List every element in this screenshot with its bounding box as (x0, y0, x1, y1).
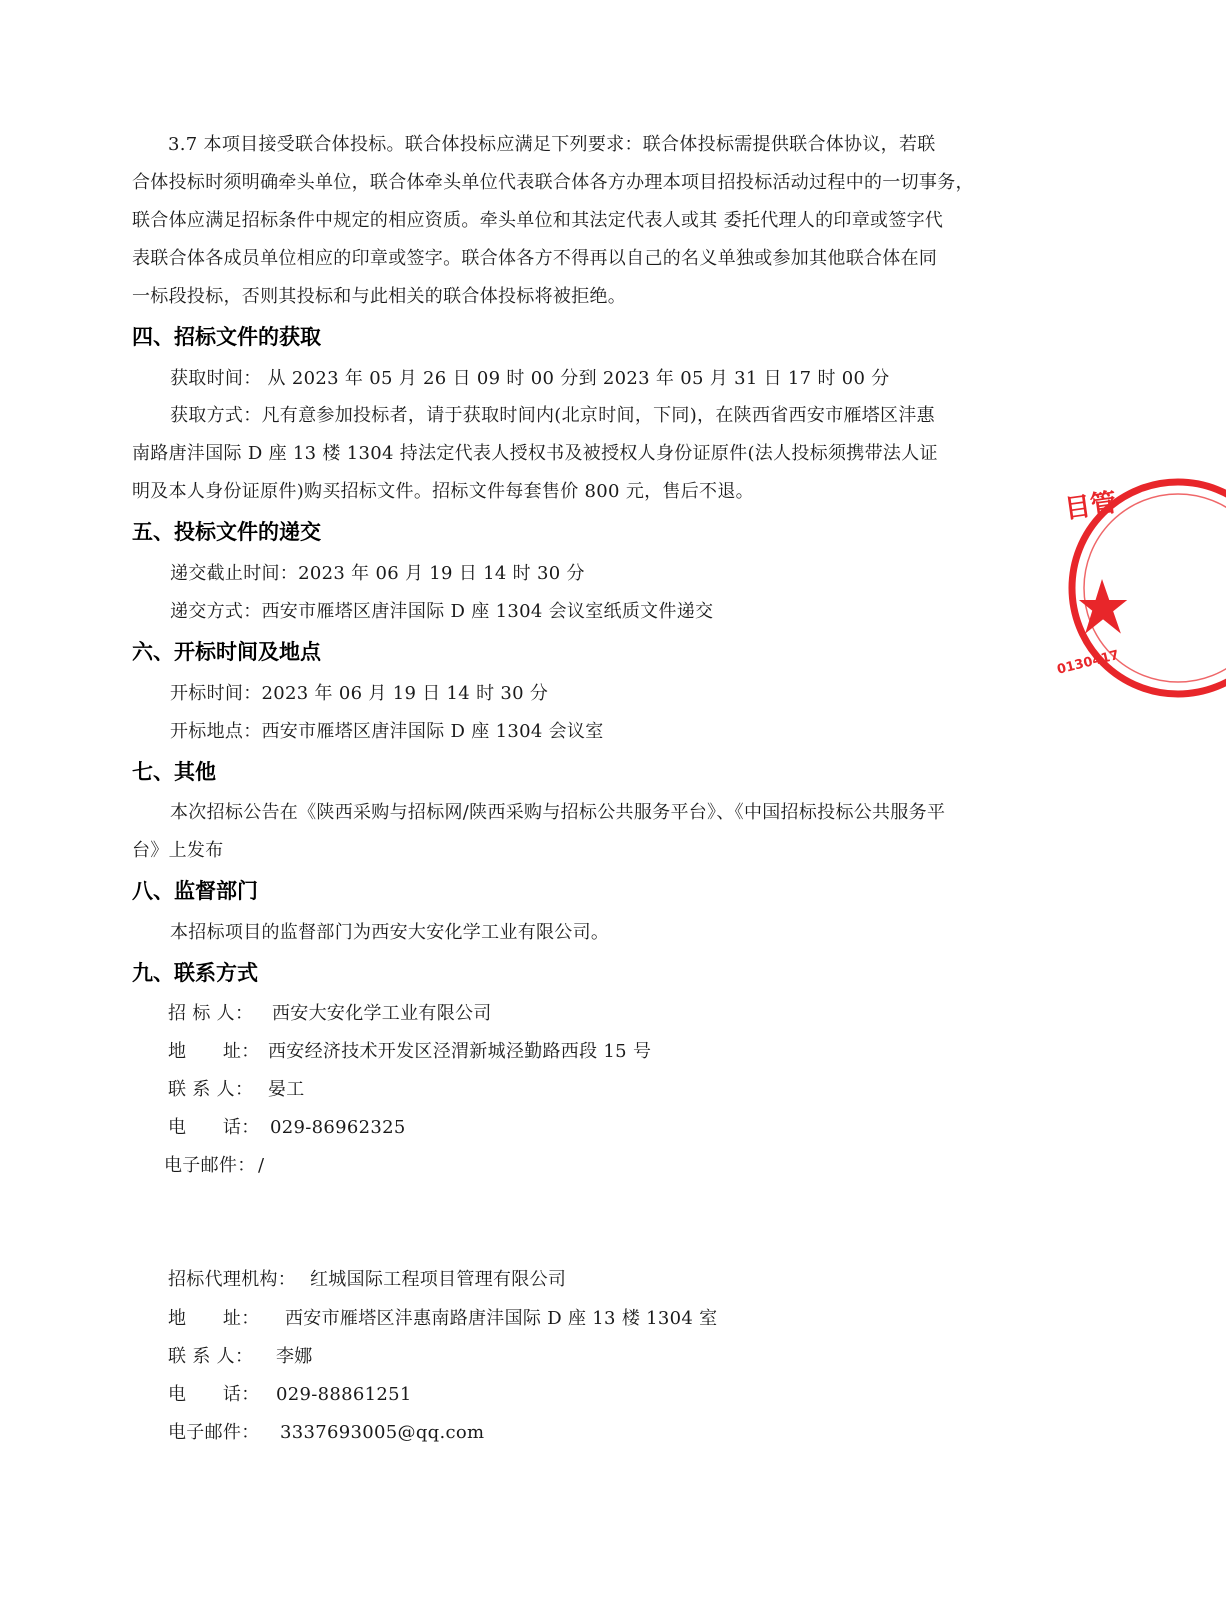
agency-email-label: 电子邮件： (168, 1422, 260, 1443)
agency-name: 红城国际工程项目管理有限公司 (310, 1269, 567, 1290)
agency-name-label: 招标代理机构： (168, 1269, 297, 1290)
section9-title: 九、联系方式 (132, 961, 258, 985)
section4-method-line-3: 明及本人身份证原件)购买招标文件。招标文件每套售价 800 元，售后不退。 (132, 481, 754, 502)
section4-time-line: 获取时间： 从 2023 年 05 月 26 日 09 时 00 分到 2023 年 05 月 31 日 17 时 00 分 (170, 368, 890, 389)
section8-title: 八、监督部门 (132, 879, 258, 903)
section5-method: 递交方式：西安市雁塔区唐沣国际 D 座 1304 会议室纸质文件递交 (170, 601, 714, 622)
section3-7-line-2: 合体投标时须明确牵头单位，联合体牵头单位代表联合体各方办理本项目招投标活动过程中的一切事务， (132, 172, 974, 193)
agency-contact-label: 联 系 人： (168, 1346, 254, 1367)
tenderer-phone-label: 电 话： (168, 1117, 260, 1138)
section4-title: 四、招标文件的获取 (132, 325, 321, 349)
section3-7-line-3: 联合体应满足招标条件中规定的相应资质。牵头单位和其法定代表人或其 委托代理人的印章或签字代 (132, 210, 944, 231)
section8-text: 本招标项目的监督部门为西安大安化学工业有限公司。 (170, 922, 610, 943)
section6-time: 开标时间：2023 年 06 月 19 日 14 时 30 分 (170, 683, 549, 704)
agency-contact: 李娜 (276, 1346, 313, 1367)
tenderer-email: / (258, 1155, 265, 1176)
agency-phone: 029-88861251 (276, 1384, 412, 1405)
company-seal-stamp (1055, 476, 1226, 706)
section7-title: 七、其他 (132, 760, 216, 784)
tenderer-name-label: 招 标 人： (168, 1003, 254, 1024)
tenderer-email-label: 电子邮件： (164, 1155, 256, 1176)
section5-title: 五、投标文件的递交 (132, 520, 321, 544)
section4-method-line-1: 获取方式：凡有意参加投标者，请于获取时间内(北京时间，下同)，在陕西省西安市雁塔区沣惠 (170, 405, 935, 426)
section6-place: 开标地点：西安市雁塔区唐沣国际 D 座 1304 会议室 (170, 721, 604, 742)
section3-7-line-5: 一标段投标，否则其投标和与此相关的联合体投标将被拒绝。 (132, 286, 627, 307)
section3-7-line-4: 表联合体各成员单位相应的印章或签字。联合体各方不得再以自己的名义单独或参加其他联合体在同 (132, 248, 938, 269)
section6-title: 六、开标时间及地点 (132, 640, 321, 664)
section4-method-line-2: 南路唐沣国际 D 座 13 楼 1304 持法定代表人授权书及被授权人身份证原件(法人投标须携带法人证 (132, 443, 938, 464)
tenderer-phone: 029-86962325 (270, 1117, 406, 1138)
agency-address-label: 地 址： (168, 1308, 260, 1329)
section5-deadline: 递交截止时间：2023 年 06 月 19 日 14 时 30 分 (170, 563, 585, 584)
seal-text-bottom: 0130417 (1055, 647, 1121, 678)
section3-7-line-1: 3.7 本项目接受联合体投标。联合体投标应满足下列要求：联合体投标需提供联合体协议，若联 (168, 134, 936, 155)
tenderer-contact-label: 联 系 人： (168, 1079, 254, 1100)
tenderer-name: 西安大安化学工业有限公司 (272, 1003, 492, 1024)
section7-line-2: 台》上发布 (132, 840, 224, 861)
seal-text-top: 目管 (1062, 487, 1119, 525)
agency-email: 3337693005@qq.com (280, 1422, 485, 1443)
agency-phone-label: 电 话： (168, 1384, 260, 1405)
tenderer-contact: 晏工 (268, 1079, 305, 1100)
tenderer-address: 西安经济技术开发区泾渭新城泾勤路西段 15 号 (268, 1041, 652, 1062)
agency-address: 西安市雁塔区沣惠南路唐沣国际 D 座 13 楼 1304 室 (285, 1308, 718, 1329)
section7-line-1: 本次招标公告在《陕西采购与招标网/陕西采购与招标公共服务平台》、《中国招标投标公共服务平 (170, 802, 946, 823)
tenderer-address-label: 地 址： (168, 1041, 260, 1062)
